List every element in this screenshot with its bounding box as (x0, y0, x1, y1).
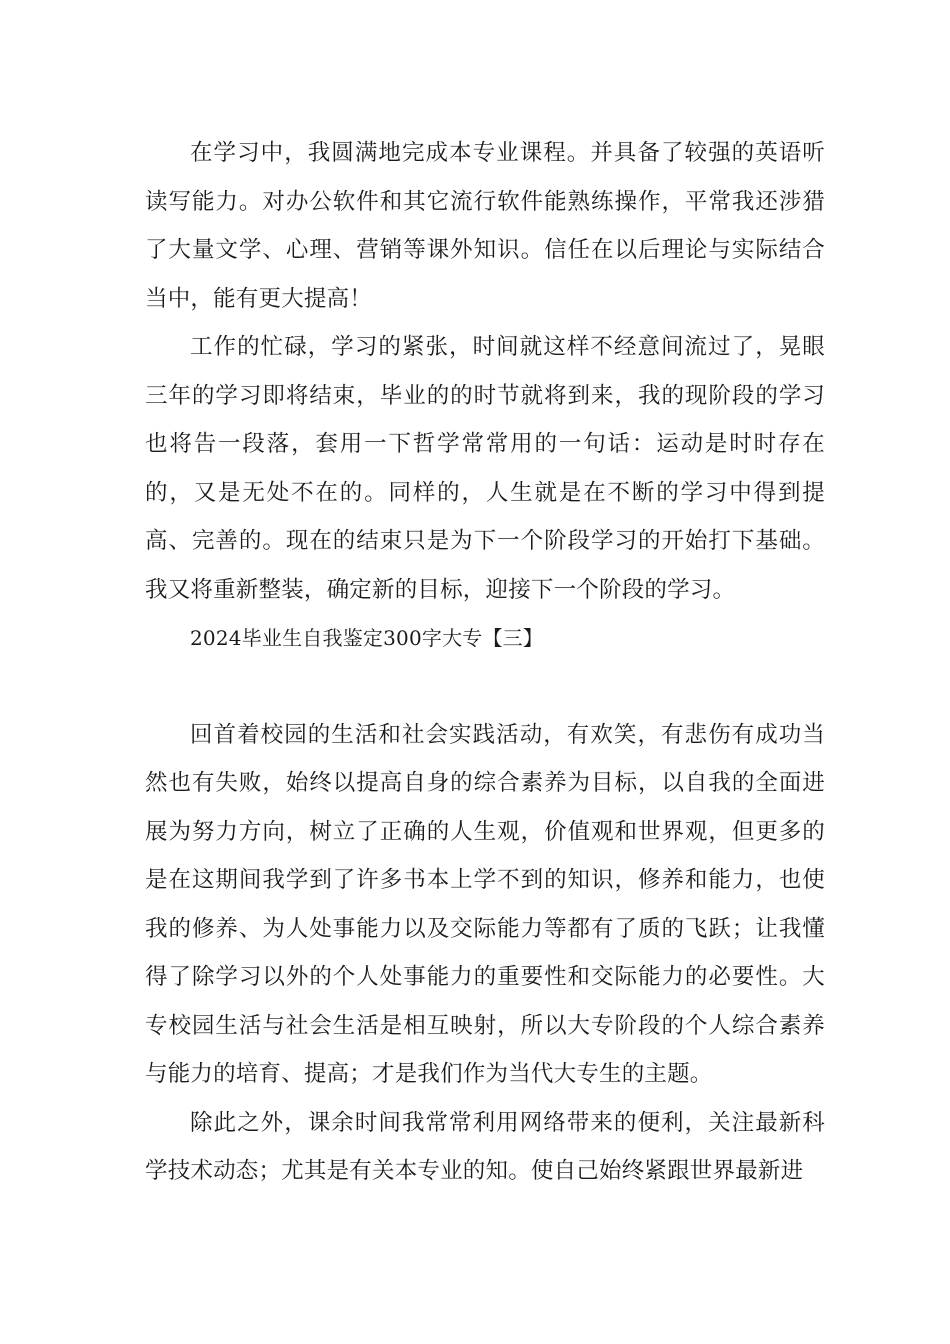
paragraph-study: 在学习中，我圆满地完成本专业课程。并具备了较强的英语听读写能力。对办公软件和其它流行软件能熟练操作，平常我还涉猎了大量文学、心理、营销等课外知识。信任在以后理论与实际结合当中，能有更大提高！ (145, 140, 825, 312)
paragraph-work-busy: 工作的忙碌，学习的紧张，时间就这样不经意间流过了，晃眼三年的学习即将结束，毕业的的时节就将到来，我的现阶段的学习也将告一段落，套用一下哲学常常用的一句话：运动是时时存在的，又是无处不在的。同样的，人生就是在不断的学习中得到提高、完善的。现在的结束只是为下一个阶段学习的开始打下基础。我又将重新整装，确定新的目标，迎接下一个阶段的学习。 (145, 334, 825, 603)
paragraph-spare-time: 除此之外，课余时间我常常利用网络带来的便利，关注最新科学技术动态；尤其是有关本专业的知。使自己始终紧跟世界最新进 (145, 1109, 825, 1184)
paragraph-campus-life: 回首着校园的生活和社会实践活动，有欢笑，有悲伤有成功当然也有失败，始终以提高自身的综合素养为目标，以自我的全面进展为努力方向，树立了正确的人生观，价值观和世界观，但更多的是在这期间我学到了许多书本上学不到的知识，修养和能力，也使我的修养、为人处事能力以及交际能力等都有了质的飞跃；让我懂得了除学习以外的个人处事能力的重要性和交际能力的必要性。大专校园生活与社会生活是相互映射，所以大专阶段的个人综合素养与能力的培育、提高；才是我们作为当代大专生的主题。 (145, 721, 825, 1087)
blank-line (145, 663, 825, 711)
document-body (145, 129, 825, 1196)
section-heading: 2024毕业生自我鉴定300字大专【三】 (190, 626, 544, 650)
